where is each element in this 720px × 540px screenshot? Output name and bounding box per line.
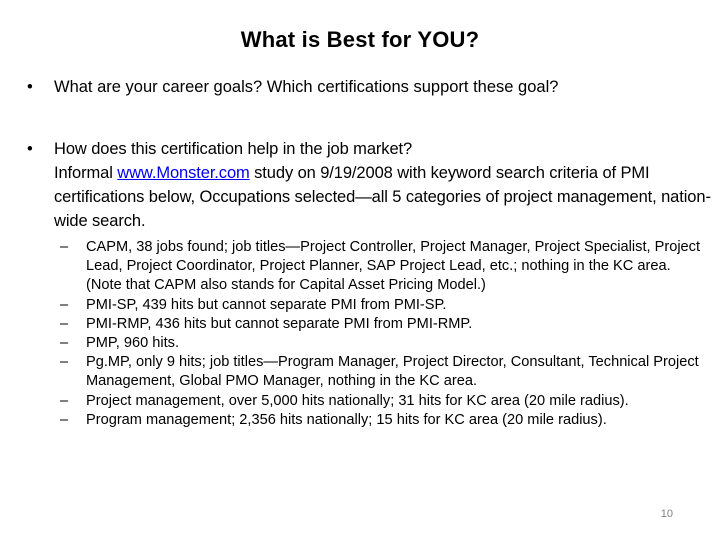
bullet-text xyxy=(54,137,712,233)
sub-bullet-program-mgmt xyxy=(60,411,710,430)
dash-marker: – xyxy=(60,239,69,255)
sub-bullet-text: PMP, 960 hits. xyxy=(86,335,180,352)
sub-bullet-list xyxy=(60,238,710,430)
sub-bullet-pgmp xyxy=(60,353,710,391)
slide-title: What is Best for YOU? xyxy=(240,27,480,52)
bullet-marker: • xyxy=(27,78,33,96)
body-prefix: Informal xyxy=(54,164,118,182)
sub-bullet-project-mgmt xyxy=(60,392,710,411)
bullet-text: What are your career goals? Which certifications support these goal? xyxy=(54,78,559,96)
bullet-career-goals xyxy=(27,77,707,97)
dash-marker: – xyxy=(60,411,69,428)
bullet-question: How does this certification help in the job market? xyxy=(54,140,413,158)
dash-marker: – xyxy=(60,354,69,371)
sub-bullet-text: Project management, over 5,000 hits nationally; 31 hits for KC area (20 mile radius). xyxy=(86,392,629,409)
page-number: 10 xyxy=(660,508,673,520)
sub-bullet-pmp xyxy=(60,334,710,353)
dash-marker: – xyxy=(60,392,69,409)
sub-bullet-text: CAPM, 38 jobs found; job titles—Project Controller, Project Manager, Project Specialist, Project Lead, Project Coordinator, Project Planner, SAP Project Lead, etc.; nothing in the KC area. (Note that CAPM also stands for Capital Asset Pricing Model.) xyxy=(86,239,701,294)
dash-marker: – xyxy=(60,296,69,313)
dash-marker: – xyxy=(60,335,69,352)
sub-bullet-pmi-rmp xyxy=(60,315,710,334)
bullet-job-market xyxy=(27,137,712,233)
bullet-marker: • xyxy=(27,140,33,158)
sub-bullet-capm xyxy=(60,238,710,296)
sub-bullet-text: Pg.MP, only 9 hits; job titles—Program Manager, Project Director, Consultant, Technical Project Management, Global PMO Manager, nothing in the KC area. xyxy=(86,354,699,390)
body-suffix: study on 9/19/2008 with keyword search criteria of PMI certifications below, Occupations selected—all 5 categories of project management, nation-wide search. xyxy=(54,164,711,230)
sub-bullet-pmi-sp xyxy=(60,296,710,315)
bullet-body xyxy=(54,161,712,233)
sub-bullet-text: Program management; 2,356 hits nationally; 15 hits for KC area (20 mile radius). xyxy=(86,411,607,428)
monster-link[interactable]: www.Monster.com xyxy=(117,164,250,182)
sub-bullet-text: PMI-RMP, 436 hits but cannot separate PMI from PMI-RMP. xyxy=(86,315,473,332)
sub-bullet-text: PMI-SP, 439 hits but cannot separate PMI from PMI-SP. xyxy=(86,296,447,313)
dash-marker: – xyxy=(60,315,69,332)
